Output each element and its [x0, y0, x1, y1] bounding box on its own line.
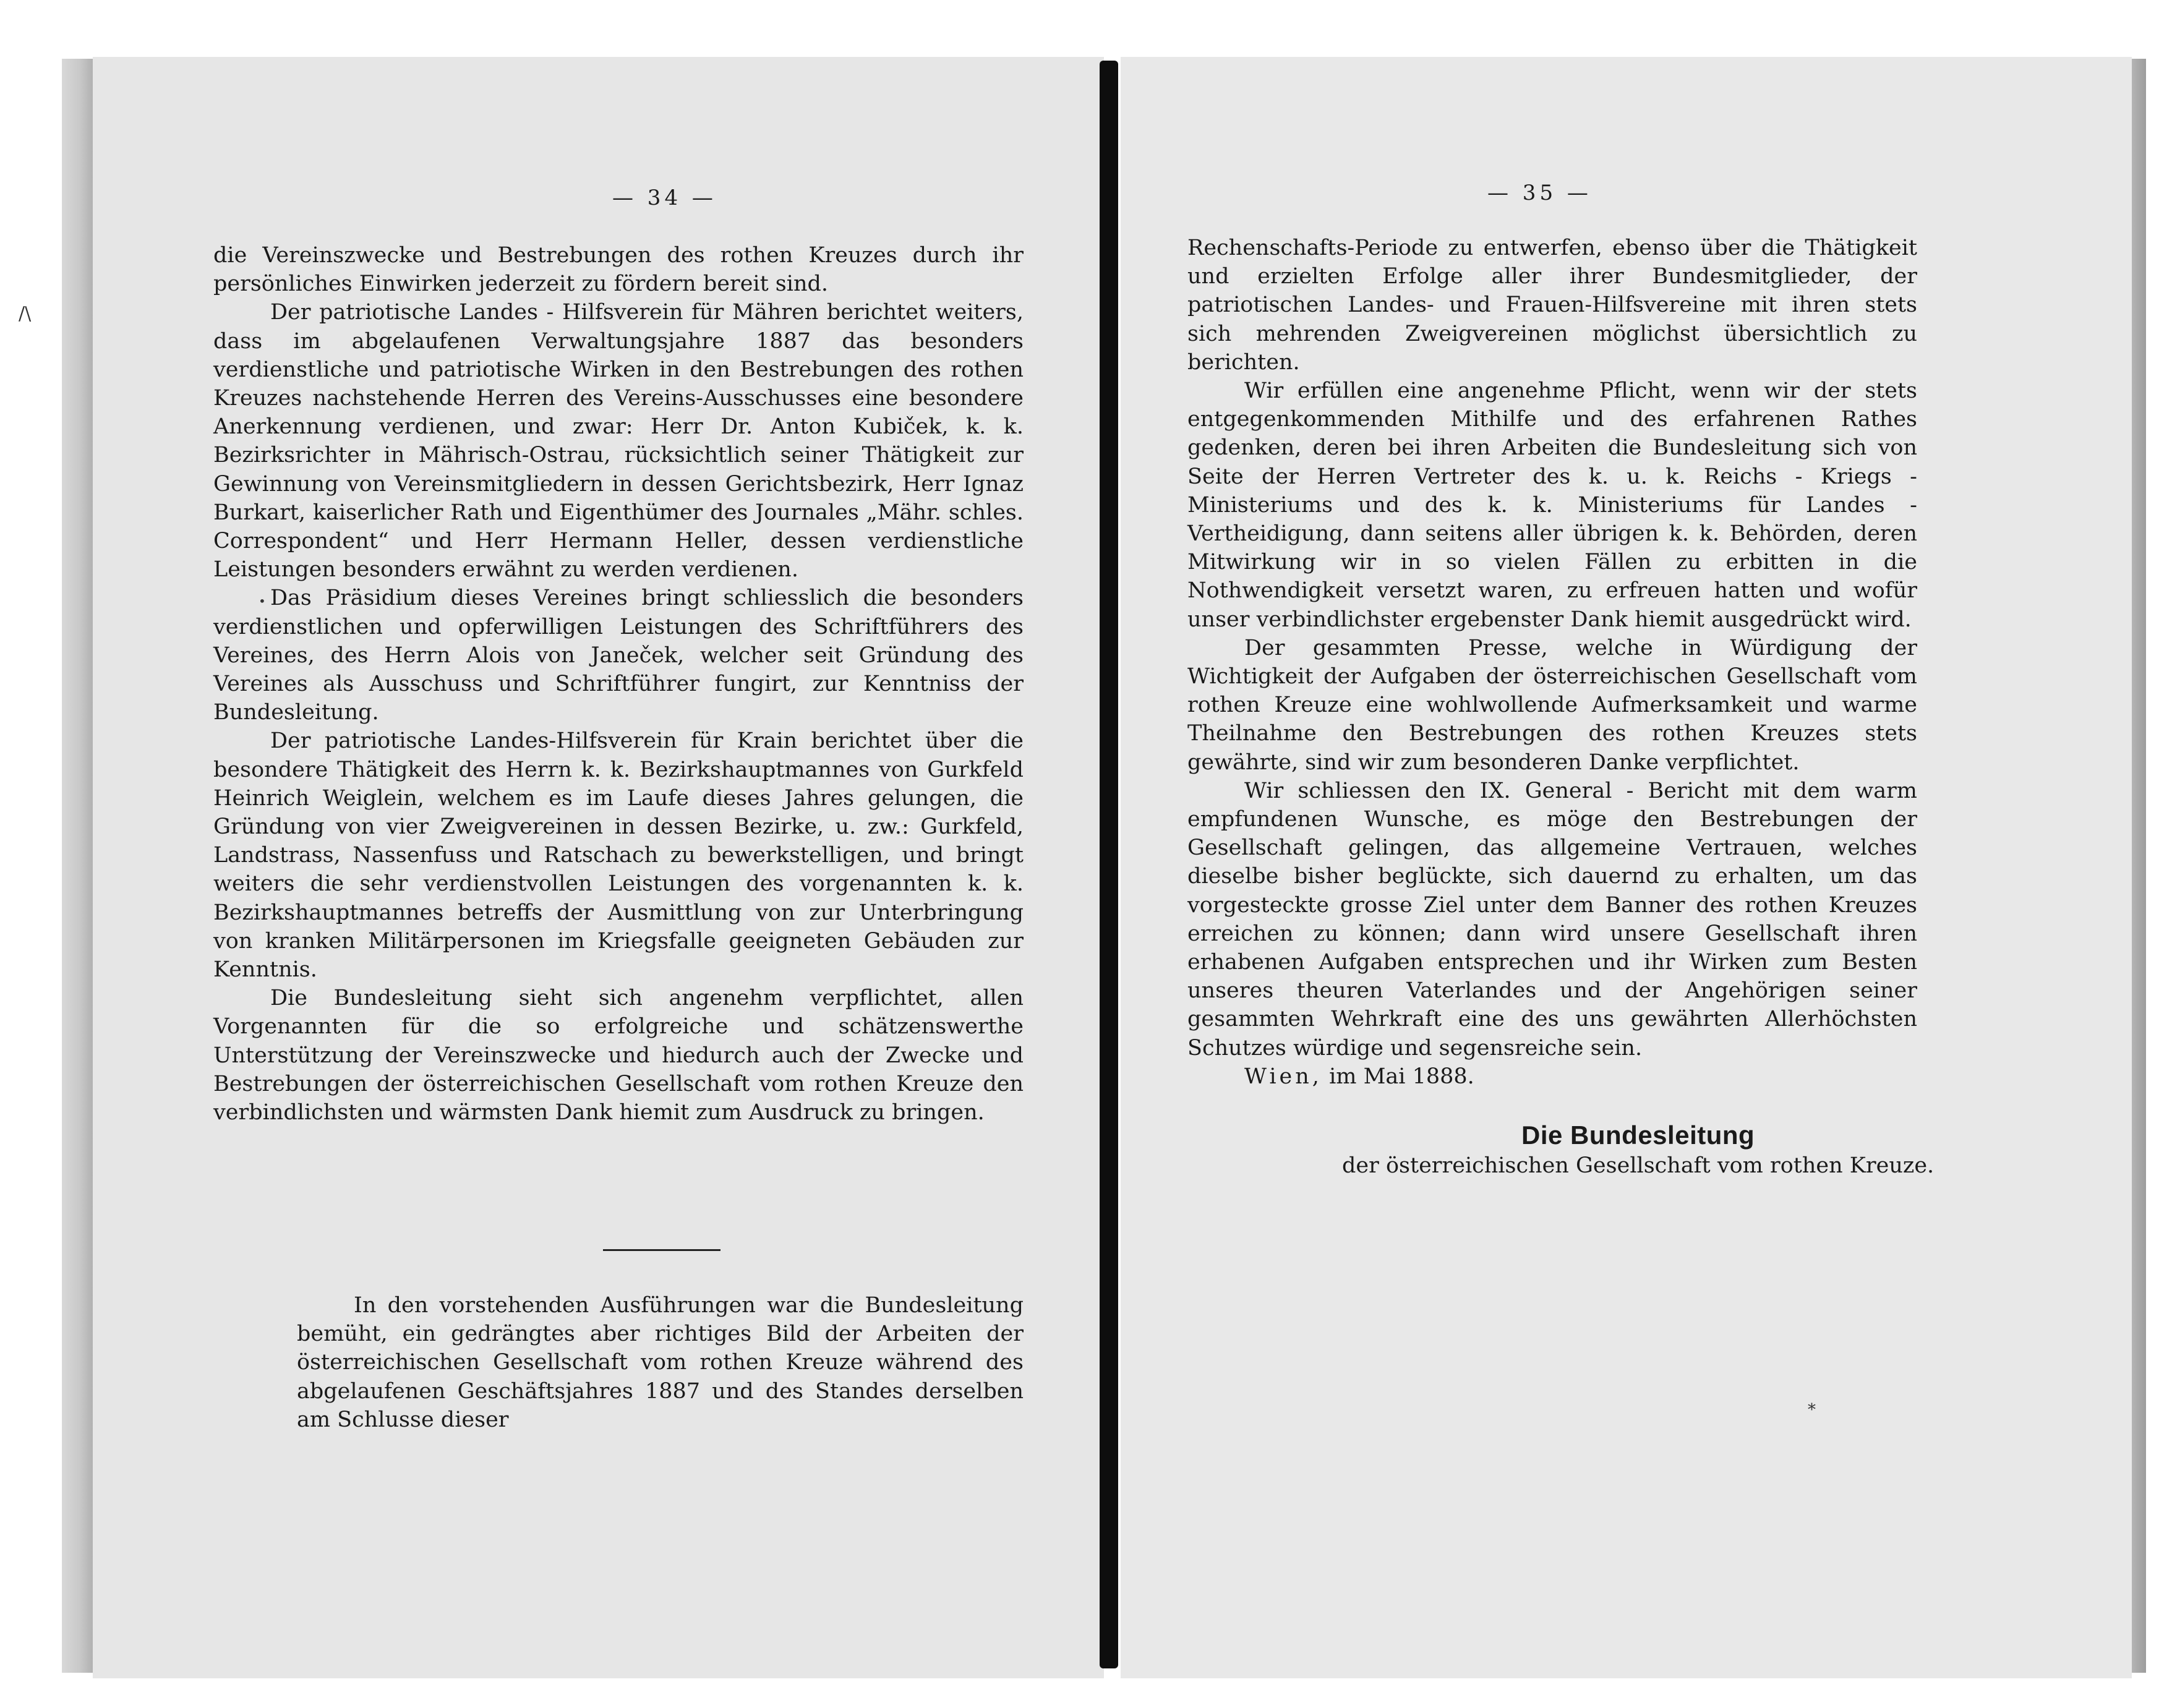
asterisk-mark: * — [1808, 1401, 1816, 1419]
paragraph: In den vorstehenden Ausführungen war die Bundesleitung bemüht, ein gedrängtes aber richtiges Bild der Arbeiten der österreichischen Gesellschaft vom rothen Kreuze während des abgelaufenen Geschäftsjahres 1887 und des Standes derselben am Schlusse dieser — [297, 1293, 1024, 1432]
paragraph: Der gesammten Presse, welche in Würdigung der Wichtigkeit der Aufgaben der österreichischen Gesellschaft vom rothen Kreuze eine wohlwollende Aufmerksamkeit und warme Theilnahme den Bestrebungen des rothen Kreuzes stets gewährte, sind wir zum besonderen Danke verpflichtet. — [1187, 635, 1917, 775]
dateline-date: im Mai 1888. — [1329, 1064, 1474, 1089]
paragraph: Der patriotische Landes - Hilfsverein für Mähren berichtet weiters, dass im abgelaufenen Verwaltungsjahre 1887 das besonders verdienstliche und patriotische Wirken in den Bestrebungen des rothen Kreuzes nachstehende Herren des Vereins-Ausschusses eine besondere Anerkennung verdienen, und zwar: Herr Dr. Anton Kubiček, k. k. Bezirksrichter in Mährisch-Ostrau, rücksichtlich seiner Thätigkeit zur Gewinnung von Vereinsmitgliedern in dessen Gerichtsbezirk, Herr Ignaz Burkart, kaiserlicher Rath und Eigenthümer des Journales „Mähr. schles. Correspondent“ und Herr Hermann Heller, dessen verdienstliche Leistungen besonders erwähnt zu werden verdienen. — [213, 300, 1024, 583]
paragraph: die Vereinszwecke und Bestrebungen des rothen Kreuzes durch ihr persönliches Einwirken jederzeit zu fördern bereit sind. — [213, 243, 1024, 297]
margin-mark: ∕\ — [19, 303, 32, 325]
signature-subtitle: der österreichischen Gesellschaft vom rothen Kreuze. — [1342, 1153, 1935, 1178]
paragraph: Wir erfüllen eine angenehme Pflicht, wenn wir der stets entgegenkommenden Mithilfe und des erfahrenen Rathes gedenken, deren bei ihren Arbeiten die Bundesleitung sich von Seite der Herren Vertreter des k. u. k. Reichs - Kriegs - Ministeriums und des k. k. Ministeriums für Landes - Vertheidigung, dann seitens aller übrigen k. k. Behörden, deren Mitwirkung wir in so vielen Fällen zu erbitten in die Nothwendigkeit versetzt waren, zu erfreuen hatten und wofür unser verbindlichster ergebenster Dank hiemit ausgedrückt wird. — [1187, 378, 1917, 632]
page-number-right: — 35 — — [1487, 181, 1592, 205]
dateline-place: Wien, — [1244, 1064, 1322, 1089]
section-divider-rule — [603, 1249, 720, 1251]
speck-mark: • — [259, 594, 266, 608]
paragraph: Die Bundesleitung sieht sich angenehm verpflichtet, allen Vorgenannten für die so erfolgreiche und schätzenswerthe Unterstützung der Vereinszwecke und hiedurch auch der Zwecke und Bestrebungen der österreichischen Gesellschaft vom rothen Kreuze den verbindlichsten und wärmsten Dank hiemit zum Ausdruck zu bringen. — [213, 986, 1024, 1125]
left-page-body — [213, 241, 1024, 1127]
signature-title: Die Bundesleitung — [1521, 1121, 1755, 1150]
right-page-body — [1187, 234, 1917, 1091]
paragraph: Das Präsidium dieses Vereines bringt schliesslich die besonders verdienstlichen und opferwilligen Leistungen des Schriftführers des Vereines, des Herrn Alois von Janeček, welcher seit Gründung des Vereines als Ausschuss und Schriftführer fungirt, zur Kenntniss der Bundesleitung. — [213, 586, 1024, 725]
left-page-closing — [297, 1291, 1024, 1434]
paragraph: Rechenschafts-Periode zu entwerfen, ebenso über die Thätigkeit und erzielten Erfolge aller ihrer Bundesmitglieder, der patriotischen Landes- und Frauen-Hilfsvereine mit ihren stets sich mehrenden Zweigvereinen möglichst übersichtlich zu berichten. — [1187, 236, 1917, 375]
dateline — [1187, 1062, 1917, 1091]
page-number-left: — 34 — — [612, 186, 717, 210]
book-gutter — [1100, 61, 1118, 1668]
paragraph: Der patriotische Landes-Hilfsverein für Krain berichtet über die besondere Thätigkeit des Herrn k. k. Bezirkshauptmannes von Gurkfeld Heinrich Weiglein, welchem es im Laufe dieses Jahres gelungen, die Gründung von vier Zweigvereinen in dessen Bezirke, u. zw.: Gurkfeld, Landstrass, Nassenfuss und Ratschach zu bewerkstelligen, und bringt weiters die sehr verdienstvollen Leistungen des vorgenannten k. k. Bezirkshauptmannes betreffs der Ausmittlung von zur Unterbringung von kranken Militärpersonen im Kriegsfalle geeigneten Gebäuden zur Kenntnis. — [213, 728, 1024, 983]
paragraph: Wir schliessen den IX. General - Bericht mit dem warm empfundenen Wunsche, es möge den Bestrebungen der Gesellschaft gelingen, das allgemeine Vertrauen, welches dieselbe bisher beglückte, sich dauernd zu erhalten, um das vorgesteckte grosse Ziel unter dem Banner des rothen Kreuzes erreichen zu können; dann wird unsere Gesellschaft ihren erhabenen Aufgaben entsprechen und ihr Wirken zum Besten unseres theuren Vaterlandes und der Angehörigen seiner gesammten Wehrkraft eine des uns gewährten Allerhöchsten Schutzes würdige und segensreiche sein. — [1187, 778, 1917, 1061]
